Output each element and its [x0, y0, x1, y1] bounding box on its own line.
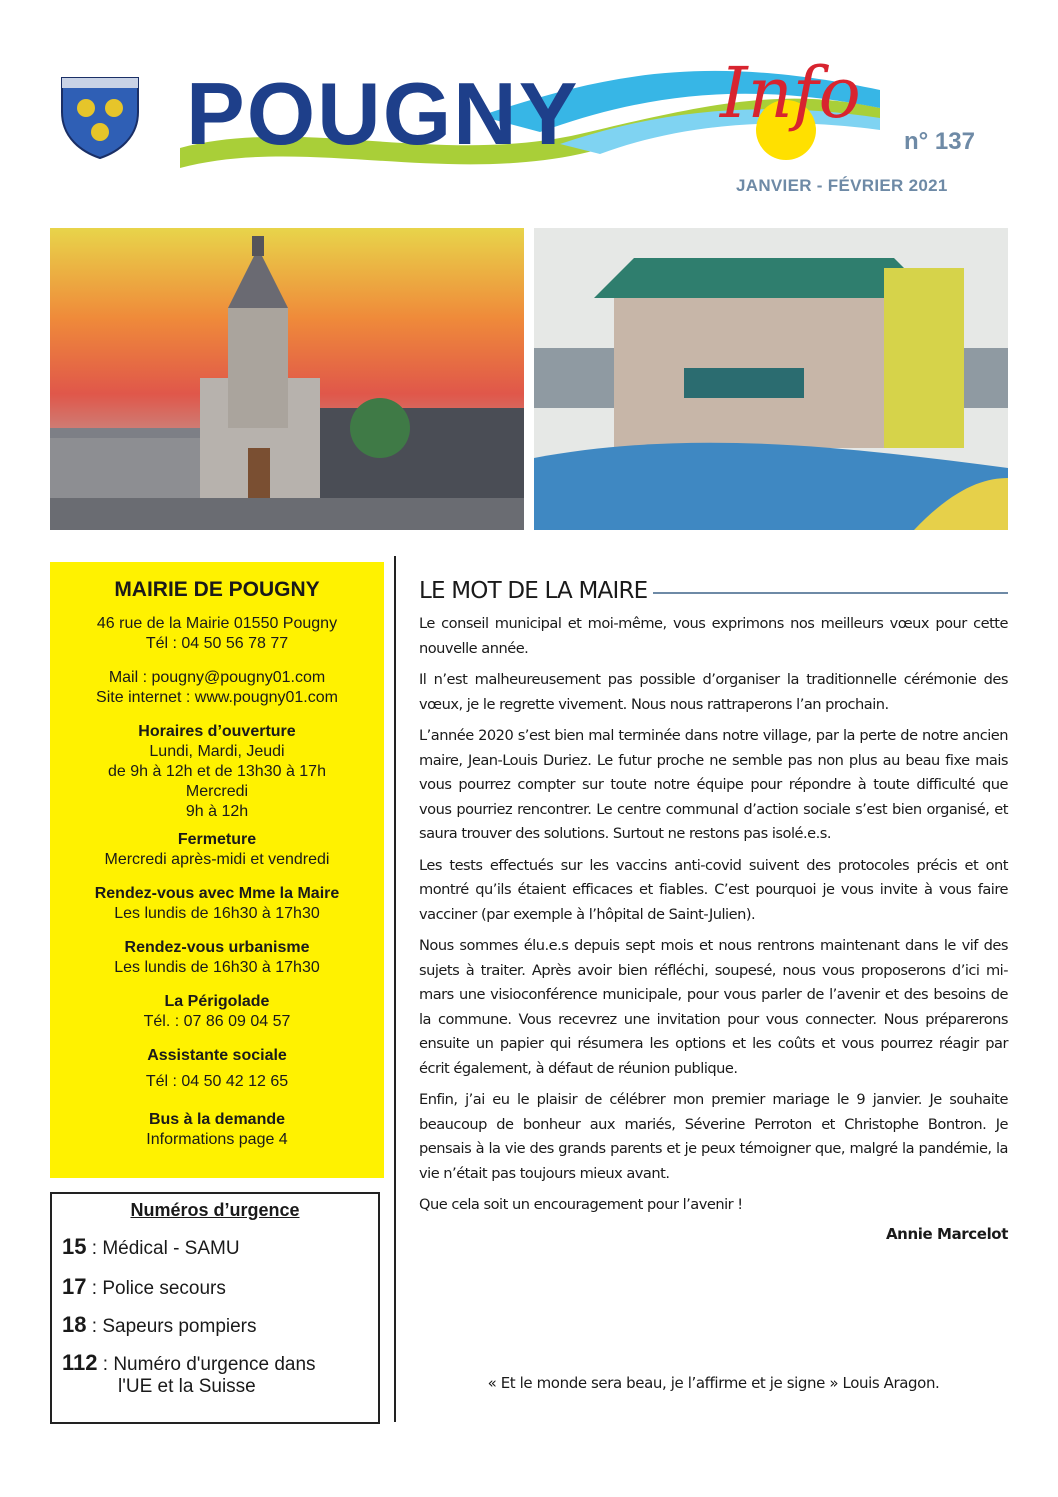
emergency-number: 112 [62, 1350, 98, 1375]
emergency-item [62, 1274, 226, 1300]
mairie-website[interactable]: Site internet : www.pougny01.com [96, 689, 338, 706]
hours-heading: Horaires d’ouverture [138, 723, 296, 740]
closing-heading: Fermeture [177, 831, 257, 848]
article-paragraph: Que cela soit un encouragement pour l’avenir ! [419, 1196, 743, 1213]
editorial-article [419, 578, 1008, 1243]
mairie-mail[interactable]: Mail : pougny@pougny01.com [108, 669, 326, 686]
emergency-item [62, 1312, 257, 1338]
emergency-number: 15 [62, 1234, 87, 1259]
coat-of-arms-icon [58, 74, 142, 160]
rdv-urbanisme-text: Les lundis de 16h30 à 17h30 [114, 959, 320, 976]
rdv-urbanisme-heading: Rendez-vous urbanisme [124, 939, 310, 956]
mairie-info-box [50, 562, 384, 1178]
article-paragraph: L’année 2020 s’est bien mal terminée dans notre village, par la perte de notre ancien maire, Jean-Louis Duriez. Le futur proche ne semble pas non plus au beau fixe mais vous pourrez compter sur toute notre équipe pour répondre à toute difficulté que vous pourriez rencontrer. Le centre communal d’action sociale s’est bien organisé, et saura trouver des solutions. Surtout ne restons pas isolé.e.s. [419, 727, 1008, 842]
emergency-number: 18 [62, 1312, 87, 1337]
hours-times: de 9h à 12h et de 13h30 à 17h [108, 763, 326, 780]
bus-heading: Bus à la demande [148, 1111, 286, 1128]
issue-date: JANVIER - FÉVRIER 2021 [736, 176, 948, 195]
social-heading: Assistante sociale [147, 1047, 287, 1064]
social-tel: Tél : 04 50 42 12 65 [145, 1073, 289, 1090]
hours-wednesday: Mercredi [185, 783, 249, 800]
masthead-title: POUGNY [186, 64, 580, 163]
emergency-label: : Numéro d'urgence dans [102, 1354, 316, 1375]
article-paragraph: Nous sommes élu.e.s depuis sept mois et nous rentrons maintenant dans le vif des sujets à traiter. Après avoir bien réfléchi, soupesé, nous vous proposerons d’ici mi-mars une visioconférence municipale, pour vous parler de l’avenir et des besoins de la commune. Vous recevrez une invitation pour vous connecter. Nous préparerons ensuite un papier qui résumera les options et les coûts et vous pourrez réagir par écrit également, à défaut de réunion publique. [419, 937, 1008, 1077]
mairie-title: MAIRIE DE POUGNY [114, 578, 320, 601]
heading-rule [653, 592, 1008, 594]
article-heading [419, 578, 1008, 604]
article-paragraph: Les tests effectués sur les vaccins anti-covid suivent des protocoles précis et ont montré qu’ils étaient efficaces et fiables. C’est pourquoi je vous invite à vous faire vacciner (par exemple à l’hôpital de Saint-Julien). [419, 856, 1008, 923]
church-painting [50, 228, 524, 530]
mairie-tel: Tél : 04 50 56 78 77 [145, 635, 289, 652]
hours-wednesday-times: 9h à 12h [185, 803, 249, 820]
column-divider [394, 556, 396, 1422]
emergency-numbers-box [50, 1192, 380, 1424]
closing-text: Mercredi après-midi et vendredi [104, 851, 330, 868]
perigolade-heading: La Périgolade [164, 993, 270, 1010]
article-title: LE MOT DE LA MAIRE [419, 578, 648, 604]
closing-quote: « Et le monde sera beau, je l’affirme et je signe » Louis Aragon. [487, 1374, 940, 1392]
perigolade-tel: Tél. : 07 86 09 04 57 [143, 1013, 291, 1030]
masthead-subtitle: Info [720, 52, 861, 134]
rdv-maire-text: Les lundis de 16h30 à 17h30 [114, 905, 320, 922]
hours-days: Lundi, Mardi, Jeudi [149, 743, 285, 760]
emergency-label: : Police secours [91, 1278, 226, 1299]
emergency-label: : Sapeurs pompiers [91, 1316, 257, 1337]
emergency-heading: Numéros d’urgence [130, 1200, 300, 1220]
article-paragraph: Enfin, j’ai eu le plaisir de célébrer mon premier mariage le 9 janvier. Je souhaite beaucoup de bonheur aux mariés, Séverine Perroton et Christophe Bontron. Je pensais à la vie des grands parents et je peux témoigner que, malgré la pandémie, la vie n’était pas toujours mieux avant. [419, 1091, 1008, 1182]
issue-number: n° 137 [904, 128, 975, 155]
emergency-label: : Médical - SAMU [91, 1238, 240, 1259]
emergency-number: 17 [62, 1274, 87, 1299]
rdv-maire-heading: Rendez-vous avec Mme la Maire [94, 885, 340, 902]
emergency-item [62, 1350, 316, 1376]
town-hall-painting [534, 228, 1008, 530]
article-paragraph: Il n’est malheureusement pas possible d’organiser la traditionnelle cérémonie des vœux, je le regrette vivement. Nous nous rattraperons l’an prochain. [419, 671, 1008, 713]
bus-text: Informations page 4 [146, 1131, 288, 1148]
emergency-label-continued: l'UE et la Suisse [118, 1376, 256, 1397]
article-paragraph: Le conseil municipal et moi-même, vous exprimons nos meilleurs vœux pour cette nouvelle année. [419, 615, 1008, 657]
mairie-address: 46 rue de la Mairie 01550 Pougny [96, 615, 338, 632]
emergency-item [62, 1234, 240, 1260]
article-signature: Annie Marcelot [885, 1224, 1008, 1243]
